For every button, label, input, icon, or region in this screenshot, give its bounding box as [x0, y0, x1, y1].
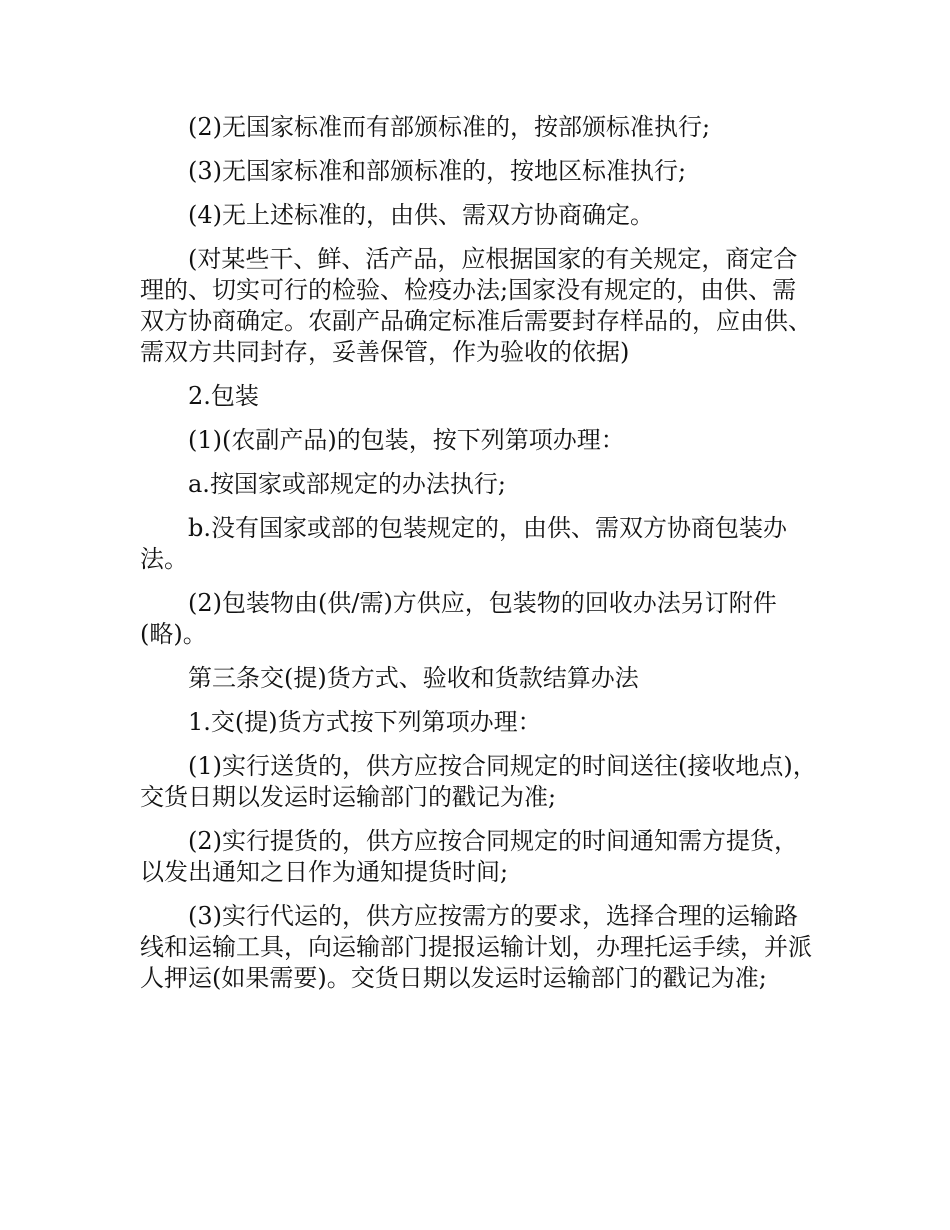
paragraph-packaging-option-b: b.没有国家或部的包装规定的，由供、需双方协商包装办法。	[140, 514, 787, 573]
paragraph-delivery-send: (1)实行送货的，供方应按合同规定的时间送往(接收地点)，交货日期以发运时运输部门的戳记为准;	[140, 752, 817, 811]
paragraph-fresh-products-note: (对某些干、鲜、活产品，应根据国家的有关规定，商定合理的、切实可行的检验、检疫办法;国家没有规定的，由供、需双方协商确定。农副产品确定标准后需要封存样品的，应由供、需双方共同封存，妥善保管，作为验收的依据)	[140, 245, 812, 366]
paragraph-standard-ministry: (2)无国家标准而有部颁标准的，按部颁标准执行;	[188, 113, 711, 141]
paragraph-delivery-method: 1.交(提)货方式按下列第项办理：	[188, 708, 542, 736]
paragraph-packaging-supply: (2)包装物由(供/需)方供应，包装物的回收办法另订附件(略)。	[140, 589, 777, 648]
document-body	[140, 112, 820, 1007]
section-heading-packaging: 2.包装	[188, 382, 259, 410]
paragraph-standard-negotiated: (4)无上述标准的，由供、需双方协商确定。	[188, 201, 654, 229]
paragraph-delivery-agency: (3)实行代运的，供方应按需方的要求，选择合理的运输路线和运输工具，向运输部门提报运输计划，办理托运手续，并派人押运(如果需要)。交货日期以发运时运输部门的戳记为准;	[140, 902, 812, 992]
paragraph-packaging-option-a: a.按国家或部规定的办法执行;	[188, 470, 507, 498]
article-heading-delivery: 第三条交(提)货方式、验收和货款结算办法	[188, 664, 639, 692]
paragraph-packaging-method: (1)(农副产品)的包装，按下列第项办理：	[188, 426, 625, 454]
paragraph-delivery-pickup: (2)实行提货的，供方应按合同规定的时间通知需方提货，以发出通知之日作为通知提货时间;	[140, 827, 798, 886]
paragraph-standard-regional: (3)无国家标准和部颁标准的，按地区标准执行;	[188, 157, 687, 185]
